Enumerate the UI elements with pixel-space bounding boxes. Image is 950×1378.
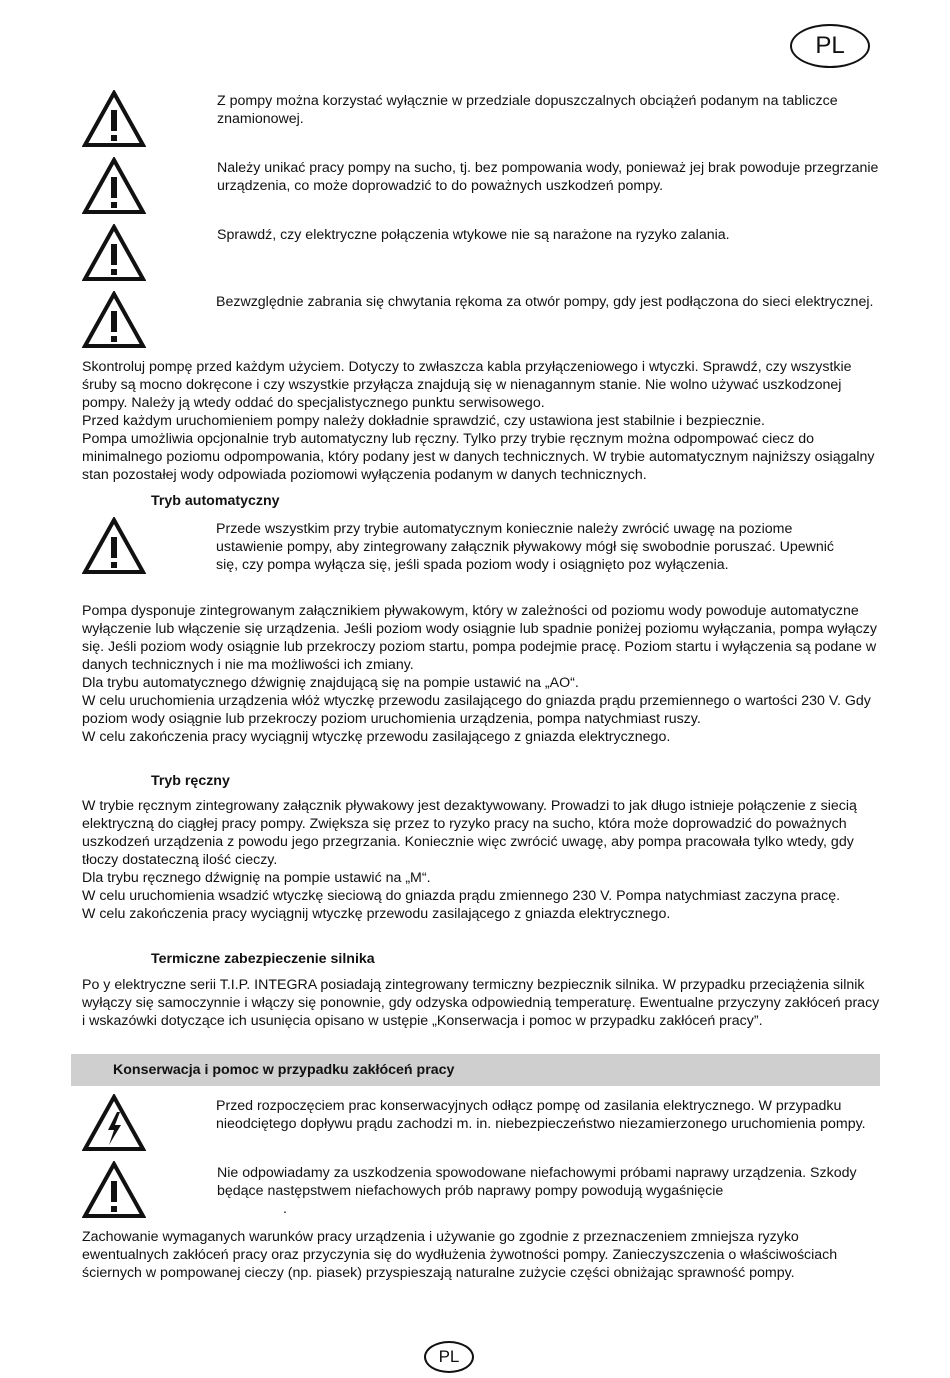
warning-icon: [82, 291, 146, 349]
heading-thermal-protection: Termiczne zabezpieczenie silnika: [151, 951, 375, 967]
warning-icon: [82, 224, 146, 282]
warning-text-repair-main: Nie odpowiadamy za uszkodzenia spowodowane niefachowymi próbami naprawy urządzenia. Szkody będące następstwem niefachowych prób naprawy pompy powodują wygaśnięcie: [217, 1165, 857, 1199]
section-heading-maintenance: [71, 1054, 880, 1086]
warning-text-load-limits: Z pompy można korzystać wyłącznie w przedziale dopuszczalnych obciążeń podanym na tabliczce znamionowej.: [217, 93, 838, 127]
heading-manual-mode: Tryb ręczny: [151, 773, 230, 789]
auto-mode-paragraph: Pompa dysponuje zintegrowanym załącznikiem pływakowym, który w zależności od poziomu wody powoduje automatyczne wyłączenie lub włączenie się urządzenia. Jeśli poziom wody osiągnie lub spadnie poniżej poziomu wyłączania, pompa wyłączy się. Jeśli poziom wody osiągnie lub przekroczy poziom startu, pompa podejmie pracę. Poziom startu i wyłączenia są podane w danych technicznych i nie ma możliwości ich zmiany.: [82, 603, 877, 673]
warning-text-disconnect-power: Przed rozpoczęciem prac konserwacyjnych odłącz pompę od zasilania elektrycznego. W przypadku nieodciętego dopływu prądu zachodzi m. in. niebezpieczeństwo niezamierzonego uruchomienia pompy.: [216, 1098, 866, 1132]
warning-text-flooding: Sprawdź, czy elektryczne połączenia wtykowe nie są narażone na ryzyko zalania.: [217, 227, 730, 243]
maintenance-paragraph: [82, 1228, 882, 1282]
manual-mode-paragraph: W trybie ręcznym zintegrowany załącznik pływakowy jest dezaktywowany. Prowadzi to jak długo istnieje połączenie z siecią elektryczną do ciągłej pracy pompy. Zwiększa się przez to ryzyko pracy na sucho, która może doprowadzić do poważnych uszkodzeń urządzenia z powodu jego przegrzania. Koniecznie więc zwrócić uwagę, aby pompa pracowała tylko wtedy, gdy tłoczy dostateczną ilość cieczy.: [82, 798, 857, 868]
warning-text-repair-tail: .: [283, 1201, 287, 1217]
manual-mode-paragraph: W celu zakończenia pracy wyciągnij wtyczkę przewodu zasilającego z gniazda elektrycznego.: [82, 906, 671, 922]
warning-text-auto-mode: Przede wszystkim przy trybie automatycznym koniecznie należy zwrócić uwagę na poziome ustawienie pompy, aby zintegrowany załącznik pływakowy mógł się swobodnie poruszać. Upewnić się, czy pompa wyłącza się, jeśli spada poziom wody i osiągnięto poz wyłączenia.: [216, 521, 834, 573]
warning-icon: [82, 1161, 146, 1219]
warning-icon: [82, 517, 146, 575]
thermal-paragraph: [82, 976, 882, 1030]
warning-icon: [82, 90, 146, 148]
manual-mode-section: [82, 797, 882, 923]
intro-paragraph: Skontroluj pompę przed każdym użyciem. Dotyczy to zwłaszcza kabla przyłączeniowego i wtyczki. Sprawdź, czy wszystkie śruby są mocno dokręcone i czy wszystkie przyłącza znajdują się w nienagannym stanie. Nie wolno używać uszkodzonej pompy. Należy ją wtedy oddać do specjalistycznego punktu serwisowego.: [82, 359, 852, 411]
warning-text-dry-run: Należy unikać pracy pompy na sucho, tj. bez pompowania wody, ponieważ jej brak powoduje przegrzanie urządzenia, co może doprowadzić to do poważnych uszkodzeń pompy.: [217, 160, 879, 194]
high-voltage-icon: [82, 1094, 146, 1152]
auto-mode-paragraph: W celu zakończenia pracy wyciągnij wtyczkę przewodu zasilającego z gniazda elektrycznego.: [82, 729, 671, 745]
heading-auto-mode: Tryb automatyczny: [151, 493, 280, 509]
manual-mode-paragraph: Dla trybu ręcznego dźwignię na pompie ustawić na „M“.: [82, 870, 431, 886]
maintenance-heading: Konserwacja i pomoc w przypadku zakłóceń pracy: [113, 1062, 455, 1078]
intro-paragraph: Przed każdym uruchomieniem pompy należy dokładnie sprawdzić, czy ustawiona jest stabilnie i bezpiecznie.: [82, 413, 765, 429]
maintenance-text: Zachowanie wymaganych warunków pracy urządzenia i używanie go zgodnie z przeznaczeniem zmniejsza ryzyko ewentualnych zakłóceń pracy oraz przyczynia się do wydłużenia żywotności pompy. Zanieczyszczenia o właściwościach ściernych w pompowanej cieczy (np. piasek) przyspieszają naturalne zużycie części obniżając sprawność pompy.: [82, 1229, 838, 1281]
auto-mode-section: [82, 602, 882, 746]
language-badge-bottom: PL: [424, 1341, 474, 1373]
warning-text-repair: [217, 1164, 877, 1218]
intro-section: [82, 358, 882, 484]
auto-mode-paragraph: Dla trybu automatycznego dźwignię znajdującą się na pompie ustawić na „AO“.: [82, 675, 579, 691]
warning-icon: [82, 157, 146, 215]
auto-mode-paragraph: W celu uruchomienia urządzenia włóż wtyczkę przewodu zasilającego do gniazda prądu przemiennego o wartości 230 V. Gdy poziom wody osiągnie lub przekroczy poziom uruchomienia urządzenia, pompa natychmiast ruszy.: [82, 693, 871, 727]
thermal-text: Po y elektryczne serii T.I.P. INTEGRA posiadają zintegrowany termiczny bezpiecznik silnika. W przypadku przeciążenia silnik wyłączy się samoczynnie i włączy się ponownie, gdy odzyska odpowiednią temperaturę. Ewentualne przyczyny zakłóceń pracy i wskazówki dotyczące ich usunięcia opisano w ustępie „Konserwacja i pomoc w przypadku zakłóceń pracy”.: [82, 977, 880, 1029]
manual-mode-paragraph: W celu uruchomienia wsadzić wtyczkę sieciową do gniazda prądu zmiennego 230 V. Pompa natychmiast zaczyna pracę.: [82, 888, 841, 904]
warning-text-pump-opening: Bezwzględnie zabrania się chwytania rękoma za otwór pompy, gdy jest podłączona do sieci elektrycznej.: [216, 294, 874, 310]
language-badge-top: PL: [790, 24, 870, 68]
intro-paragraph: Pompa umożliwia opcjonalnie tryb automatyczny lub ręczny. Tylko przy trybie ręcznym można odpompować ciecz do minimalnego poziomu odpompowania, który podany jest w danych technicznych. W trybie automatycznym najniższy osiągalny stan pozostałej wody odpowiada poziomowi wyłączenia podanym w danych technicznych.: [82, 431, 875, 483]
